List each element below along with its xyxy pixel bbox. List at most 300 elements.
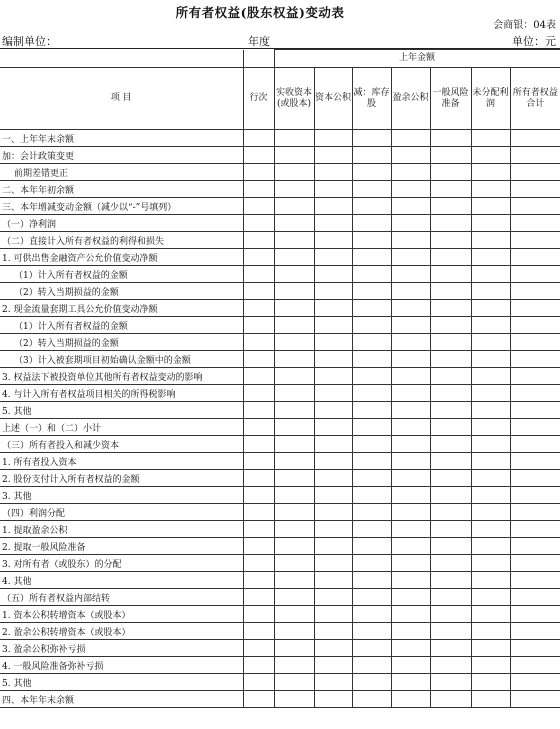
amount-cell[interactable] <box>510 317 560 334</box>
amount-cell[interactable] <box>510 266 560 283</box>
amount-cell[interactable] <box>274 385 314 402</box>
amount-cell[interactable] <box>352 521 391 538</box>
amount-cell[interactable] <box>510 385 560 402</box>
amount-cell[interactable] <box>471 555 510 572</box>
amount-cell[interactable] <box>314 351 352 368</box>
table-row <box>0 521 560 538</box>
amount-cell[interactable] <box>430 606 471 623</box>
row-label: （五）所有者权益内部结转 <box>0 589 243 606</box>
amount-cell[interactable] <box>274 487 314 504</box>
amount-cell[interactable] <box>430 504 471 521</box>
amount-cell[interactable] <box>510 657 560 674</box>
amount-cell[interactable] <box>352 657 391 674</box>
amount-cell[interactable] <box>430 317 471 334</box>
amount-cell[interactable] <box>274 266 314 283</box>
amount-cell[interactable] <box>274 436 314 453</box>
amount-cell[interactable] <box>352 334 391 351</box>
row-label: 2. 盈余公积转增资本（或股本） <box>0 623 243 640</box>
amount-cell[interactable] <box>430 215 471 232</box>
table-row <box>0 453 560 470</box>
line-no-cell[interactable] <box>243 555 274 572</box>
line-no-cell[interactable] <box>243 691 274 708</box>
amount-cell[interactable] <box>510 691 560 708</box>
line-no-cell[interactable] <box>243 317 274 334</box>
amount-cell[interactable] <box>274 640 314 657</box>
amount-cell[interactable] <box>430 198 471 215</box>
amount-cell[interactable] <box>471 317 510 334</box>
amount-cell[interactable] <box>274 606 314 623</box>
amount-cell[interactable] <box>274 368 314 385</box>
line-no-cell[interactable] <box>243 453 274 470</box>
amount-cell[interactable] <box>430 538 471 555</box>
amount-cell[interactable] <box>471 640 510 657</box>
amount-cell[interactable] <box>430 249 471 266</box>
table-row <box>0 368 560 385</box>
amount-cell[interactable] <box>471 453 510 470</box>
amount-cell[interactable] <box>314 300 352 317</box>
line-no-cell[interactable] <box>243 368 274 385</box>
amount-cell[interactable] <box>274 470 314 487</box>
amount-cell[interactable] <box>510 555 560 572</box>
amount-cell[interactable] <box>510 470 560 487</box>
amount-cell[interactable] <box>430 521 471 538</box>
amount-cell[interactable] <box>274 504 314 521</box>
amount-cell[interactable] <box>430 436 471 453</box>
amount-cell[interactable] <box>510 283 560 300</box>
amount-cell[interactable] <box>430 640 471 657</box>
amount-cell[interactable] <box>430 232 471 249</box>
amount-cell[interactable] <box>314 164 352 181</box>
amount-cell[interactable] <box>510 589 560 606</box>
amount-cell[interactable] <box>510 232 560 249</box>
amount-cell[interactable] <box>274 419 314 436</box>
amount-cell[interactable] <box>352 385 391 402</box>
amount-cell[interactable] <box>510 572 560 589</box>
amount-cell[interactable] <box>352 300 391 317</box>
amount-cell[interactable] <box>430 368 471 385</box>
amount-cell[interactable] <box>314 419 352 436</box>
amount-cell[interactable] <box>314 232 352 249</box>
row-label: （2）转入当期损益的金额 <box>0 283 243 300</box>
amount-cell[interactable] <box>391 691 430 708</box>
line-no-cell[interactable] <box>243 436 274 453</box>
amount-cell[interactable] <box>430 351 471 368</box>
line-no-cell[interactable] <box>243 385 274 402</box>
amount-cell[interactable] <box>274 232 314 249</box>
line-no-cell[interactable] <box>243 487 274 504</box>
amount-cell[interactable] <box>352 436 391 453</box>
amount-cell[interactable] <box>352 640 391 657</box>
amount-cell[interactable] <box>471 589 510 606</box>
amount-cell[interactable] <box>314 181 352 198</box>
line-no-cell[interactable] <box>243 589 274 606</box>
amount-cell[interactable] <box>471 351 510 368</box>
line-no-cell[interactable] <box>243 674 274 691</box>
amount-cell[interactable] <box>274 674 314 691</box>
line-no-cell[interactable] <box>243 266 274 283</box>
table-row <box>0 198 560 215</box>
row-label: （二）直接计入所有者权益的利得和损失 <box>0 232 243 249</box>
amount-cell[interactable] <box>471 521 510 538</box>
row-label: 5. 其他 <box>0 402 243 419</box>
amount-cell[interactable] <box>430 402 471 419</box>
table-row <box>0 674 560 691</box>
row-label: 上述（一）和（二）小计 <box>0 419 243 436</box>
amount-cell[interactable] <box>274 691 314 708</box>
amount-cell[interactable] <box>274 351 314 368</box>
line-no-cell[interactable] <box>243 402 274 419</box>
amount-cell[interactable] <box>274 164 314 181</box>
amount-cell[interactable] <box>471 538 510 555</box>
amount-cell[interactable] <box>391 249 430 266</box>
amount-cell[interactable] <box>510 334 560 351</box>
amount-cell[interactable] <box>274 453 314 470</box>
line-no-cell[interactable] <box>243 164 274 181</box>
amount-cell[interactable] <box>352 606 391 623</box>
line-no-cell[interactable] <box>243 198 274 215</box>
amount-cell[interactable] <box>352 419 391 436</box>
amount-cell[interactable] <box>391 334 430 351</box>
amount-cell[interactable] <box>510 215 560 232</box>
amount-cell[interactable] <box>314 453 352 470</box>
amount-cell[interactable] <box>391 572 430 589</box>
amount-cell[interactable] <box>430 385 471 402</box>
amount-cell[interactable] <box>471 487 510 504</box>
amount-cell[interactable] <box>274 249 314 266</box>
amount-cell[interactable] <box>352 555 391 572</box>
amount-cell[interactable] <box>314 674 352 691</box>
line-no-cell[interactable] <box>243 623 274 640</box>
amount-cell[interactable] <box>430 130 471 147</box>
amount-cell[interactable] <box>314 555 352 572</box>
line-no-cell[interactable] <box>243 232 274 249</box>
amount-cell[interactable] <box>391 147 430 164</box>
amount-cell[interactable] <box>391 232 430 249</box>
amount-cell[interactable] <box>430 334 471 351</box>
amount-cell[interactable] <box>430 266 471 283</box>
amount-cell[interactable] <box>274 198 314 215</box>
amount-cell[interactable] <box>391 674 430 691</box>
amount-cell[interactable] <box>430 419 471 436</box>
amount-cell[interactable] <box>314 215 352 232</box>
column-header-undistributed-profit: 未分配利润 <box>471 68 510 130</box>
amount-cell[interactable] <box>471 606 510 623</box>
amount-cell[interactable] <box>510 300 560 317</box>
amount-cell[interactable] <box>391 657 430 674</box>
table-row <box>0 215 560 232</box>
amount-cell[interactable] <box>391 470 430 487</box>
amount-cell[interactable] <box>391 317 430 334</box>
amount-cell[interactable] <box>510 606 560 623</box>
amount-cell[interactable] <box>274 589 314 606</box>
table-row <box>0 147 560 164</box>
table-row <box>0 419 560 436</box>
amount-cell[interactable] <box>510 487 560 504</box>
column-header-general-risk-reserve: 一般风险准备 <box>430 68 471 130</box>
amount-cell[interactable] <box>352 623 391 640</box>
amount-cell[interactable] <box>391 555 430 572</box>
amount-cell[interactable] <box>314 623 352 640</box>
amount-cell[interactable] <box>471 334 510 351</box>
amount-cell[interactable] <box>314 487 352 504</box>
amount-cell[interactable] <box>391 419 430 436</box>
amount-cell[interactable] <box>391 300 430 317</box>
amount-cell[interactable] <box>352 130 391 147</box>
amount-cell[interactable] <box>352 164 391 181</box>
amount-cell[interactable] <box>274 181 314 198</box>
amount-cell[interactable] <box>352 249 391 266</box>
amount-cell[interactable] <box>471 130 510 147</box>
amount-cell[interactable] <box>510 164 560 181</box>
line-no-cell[interactable] <box>243 147 274 164</box>
row-label: （四）利润分配 <box>0 504 243 521</box>
amount-cell[interactable] <box>510 181 560 198</box>
line-no-cell[interactable] <box>243 300 274 317</box>
amount-cell[interactable] <box>352 402 391 419</box>
amount-cell[interactable] <box>274 402 314 419</box>
amount-cell[interactable] <box>314 385 352 402</box>
line-no-cell[interactable] <box>243 657 274 674</box>
amount-cell[interactable] <box>471 470 510 487</box>
amount-cell[interactable] <box>314 504 352 521</box>
amount-cell[interactable] <box>471 147 510 164</box>
amount-cell[interactable] <box>471 283 510 300</box>
amount-cell[interactable] <box>430 300 471 317</box>
amount-cell[interactable] <box>274 317 314 334</box>
amount-cell[interactable] <box>391 538 430 555</box>
amount-cell[interactable] <box>430 147 471 164</box>
amount-cell[interactable] <box>471 504 510 521</box>
amount-cell[interactable] <box>471 657 510 674</box>
row-label: 3. 权益法下被投资单位其他所有者权益变动的影响 <box>0 368 243 385</box>
amount-cell[interactable] <box>314 198 352 215</box>
amount-cell[interactable] <box>510 436 560 453</box>
amount-cell[interactable] <box>430 657 471 674</box>
amount-cell[interactable] <box>391 283 430 300</box>
amount-cell[interactable] <box>510 147 560 164</box>
amount-cell[interactable] <box>274 334 314 351</box>
amount-cell[interactable] <box>352 487 391 504</box>
amount-cell[interactable] <box>391 181 430 198</box>
amount-cell[interactable] <box>471 181 510 198</box>
amount-cell[interactable] <box>391 521 430 538</box>
amount-cell[interactable] <box>352 232 391 249</box>
amount-cell[interactable] <box>314 657 352 674</box>
amount-cell[interactable] <box>510 538 560 555</box>
amount-cell[interactable] <box>471 266 510 283</box>
amount-cell[interactable] <box>471 385 510 402</box>
amount-cell[interactable] <box>510 453 560 470</box>
amount-cell[interactable] <box>471 436 510 453</box>
amount-cell[interactable] <box>391 368 430 385</box>
amount-cell[interactable] <box>274 572 314 589</box>
amount-cell[interactable] <box>510 521 560 538</box>
amount-cell[interactable] <box>274 521 314 538</box>
line-no-cell[interactable] <box>243 334 274 351</box>
amount-cell[interactable] <box>510 402 560 419</box>
amount-cell[interactable] <box>314 436 352 453</box>
amount-cell[interactable] <box>314 283 352 300</box>
amount-cell[interactable] <box>352 470 391 487</box>
amount-cell[interactable] <box>274 538 314 555</box>
line-no-cell[interactable] <box>243 419 274 436</box>
amount-cell[interactable] <box>391 266 430 283</box>
line-no-cell[interactable] <box>243 351 274 368</box>
amount-cell[interactable] <box>352 453 391 470</box>
amount-cell[interactable] <box>430 572 471 589</box>
amount-cell[interactable] <box>471 674 510 691</box>
amount-cell[interactable] <box>391 198 430 215</box>
row-label: 2. 股份支付计入所有者权益的金额 <box>0 470 243 487</box>
amount-cell[interactable] <box>430 589 471 606</box>
equity-change-table <box>0 49 560 708</box>
amount-cell[interactable] <box>352 198 391 215</box>
amount-cell[interactable] <box>352 283 391 300</box>
amount-cell[interactable] <box>352 504 391 521</box>
amount-cell[interactable] <box>430 691 471 708</box>
amount-cell[interactable] <box>471 402 510 419</box>
amount-cell[interactable] <box>352 266 391 283</box>
amount-cell[interactable] <box>430 181 471 198</box>
amount-cell[interactable] <box>430 453 471 470</box>
amount-cell[interactable] <box>352 589 391 606</box>
amount-cell[interactable] <box>314 147 352 164</box>
amount-cell[interactable] <box>471 198 510 215</box>
amount-cell[interactable] <box>391 402 430 419</box>
line-no-cell[interactable] <box>243 572 274 589</box>
amount-cell[interactable] <box>391 623 430 640</box>
amount-cell[interactable] <box>430 164 471 181</box>
amount-cell[interactable] <box>352 538 391 555</box>
amount-cell[interactable] <box>352 317 391 334</box>
amount-cell[interactable] <box>391 640 430 657</box>
line-no-cell[interactable] <box>243 249 274 266</box>
table-row <box>0 572 560 589</box>
amount-cell[interactable] <box>510 368 560 385</box>
amount-cell[interactable] <box>352 572 391 589</box>
line-no-cell[interactable] <box>243 606 274 623</box>
amount-cell[interactable] <box>391 504 430 521</box>
amount-cell[interactable] <box>314 317 352 334</box>
amount-cell[interactable] <box>274 623 314 640</box>
amount-cell[interactable] <box>471 572 510 589</box>
amount-cell[interactable] <box>391 164 430 181</box>
amount-cell[interactable] <box>391 351 430 368</box>
amount-cell[interactable] <box>471 215 510 232</box>
amount-cell[interactable] <box>274 300 314 317</box>
amount-cell[interactable] <box>314 589 352 606</box>
amount-cell[interactable] <box>510 198 560 215</box>
line-no-cell[interactable] <box>243 504 274 521</box>
row-label: 4. 一般风险准备弥补亏损 <box>0 657 243 674</box>
amount-cell[interactable] <box>430 623 471 640</box>
amount-cell[interactable] <box>510 674 560 691</box>
amount-cell[interactable] <box>274 147 314 164</box>
line-no-cell[interactable] <box>243 470 274 487</box>
amount-cell[interactable] <box>314 334 352 351</box>
amount-cell[interactable] <box>352 351 391 368</box>
amount-cell[interactable] <box>314 470 352 487</box>
amount-cell[interactable] <box>352 181 391 198</box>
amount-cell[interactable] <box>510 640 560 657</box>
amount-cell[interactable] <box>510 623 560 640</box>
amount-cell[interactable] <box>314 640 352 657</box>
amount-cell[interactable] <box>274 555 314 572</box>
amount-cell[interactable] <box>314 538 352 555</box>
amount-cell[interactable] <box>391 385 430 402</box>
row-label: 三、本年增减变动金额（减少以“-”号填列） <box>0 198 243 215</box>
line-no-cell[interactable] <box>243 521 274 538</box>
amount-cell[interactable] <box>471 691 510 708</box>
amount-cell[interactable] <box>510 504 560 521</box>
amount-cell[interactable] <box>352 368 391 385</box>
amount-cell[interactable] <box>391 606 430 623</box>
amount-cell[interactable] <box>510 130 560 147</box>
amount-cell[interactable] <box>471 232 510 249</box>
amount-cell[interactable] <box>391 487 430 504</box>
amount-cell[interactable] <box>352 691 391 708</box>
amount-cell[interactable] <box>274 130 314 147</box>
amount-cell[interactable] <box>352 674 391 691</box>
amount-cell[interactable] <box>314 402 352 419</box>
amount-cell[interactable] <box>471 300 510 317</box>
line-no-cell[interactable] <box>243 538 274 555</box>
amount-cell[interactable] <box>274 657 314 674</box>
amount-cell[interactable] <box>471 623 510 640</box>
row-label: 1. 可供出售金融资产公允价值变动净额 <box>0 249 243 266</box>
amount-cell[interactable] <box>352 147 391 164</box>
amount-cell[interactable] <box>314 249 352 266</box>
amount-cell[interactable] <box>430 555 471 572</box>
amount-cell[interactable] <box>510 419 560 436</box>
amount-cell[interactable] <box>510 351 560 368</box>
amount-cell[interactable] <box>314 606 352 623</box>
amount-cell[interactable] <box>430 283 471 300</box>
amount-cell[interactable] <box>510 249 560 266</box>
line-no-cell[interactable] <box>243 130 274 147</box>
amount-cell[interactable] <box>430 487 471 504</box>
amount-cell[interactable] <box>471 164 510 181</box>
amount-cell[interactable] <box>430 470 471 487</box>
amount-cell[interactable] <box>274 283 314 300</box>
column-header-surplus-reserve: 盈余公积 <box>391 68 430 130</box>
line-no-cell[interactable] <box>243 181 274 198</box>
amount-cell[interactable] <box>314 368 352 385</box>
row-label: 四、本年年末余额 <box>0 691 243 708</box>
line-no-cell[interactable] <box>243 215 274 232</box>
amount-cell[interactable] <box>274 215 314 232</box>
row-label: 3. 其他 <box>0 487 243 504</box>
amount-cell[interactable] <box>391 130 430 147</box>
amount-cell[interactable] <box>471 249 510 266</box>
amount-cell[interactable] <box>352 215 391 232</box>
group-header-prior-year: 上年金额 <box>274 50 560 68</box>
line-no-cell[interactable] <box>243 640 274 657</box>
amount-cell[interactable] <box>391 436 430 453</box>
amount-cell[interactable] <box>314 691 352 708</box>
amount-cell[interactable] <box>391 453 430 470</box>
amount-cell[interactable] <box>471 368 510 385</box>
amount-cell[interactable] <box>391 589 430 606</box>
amount-cell[interactable] <box>471 419 510 436</box>
amount-cell[interactable] <box>314 521 352 538</box>
line-no-cell[interactable] <box>243 283 274 300</box>
amount-cell[interactable] <box>314 266 352 283</box>
amount-cell[interactable] <box>314 572 352 589</box>
amount-cell[interactable] <box>391 215 430 232</box>
amount-cell[interactable] <box>314 130 352 147</box>
amount-cell[interactable] <box>430 674 471 691</box>
